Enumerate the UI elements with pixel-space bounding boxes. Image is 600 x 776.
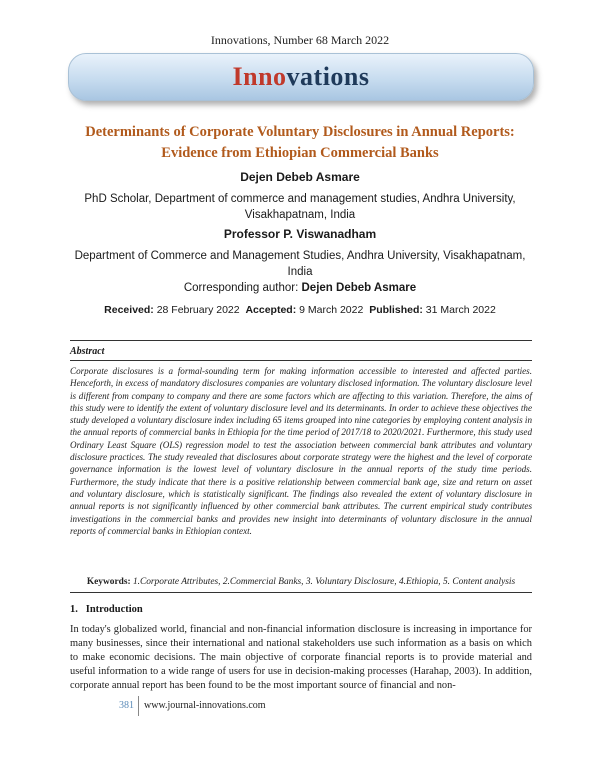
accepted-value: 9 March 2022	[299, 304, 364, 316]
journal-logo-highlight: Inno	[232, 62, 287, 91]
received-label: Received:	[104, 304, 154, 316]
keywords-label: Keywords:	[86, 577, 131, 587]
keywords	[70, 577, 532, 587]
corresponding-author	[60, 282, 540, 294]
affiliation-2-line-1: Department of Commerce and Management Studies, Andhra University, Visakhapatnam,	[74, 250, 526, 262]
abstract-heading: Abstract	[70, 346, 105, 357]
affiliation-1-line-2: Visakhapatnam, India	[244, 209, 356, 221]
affiliation-1-line-1: PhD Scholar, Department of commerce and management studies, Andhra University,	[84, 193, 516, 205]
corresponding-label: Corresponding author:	[183, 282, 299, 294]
paper-title-line-2: Evidence from Ethiopian Commercial Banks	[161, 145, 439, 161]
keywords-divider	[70, 592, 532, 593]
corresponding-name: Dejen Debeb Asmare	[301, 282, 417, 294]
abstract-top-divider	[70, 340, 532, 341]
running-header: Innovations, Number 68 March 2022	[210, 33, 390, 47]
journal-logo-rest: vations	[286, 62, 370, 91]
abstract-body: Corporate disclosures is a formal-sounding term for making information accessible to interested and affected parties. Henceforth, in excess of mandatory disclosures companies are voluntary disclosed information. The voluntary disclosure level is different from company to company and there are some factors which are affecting to this variation. Therefore, the aims of this study were to identify the extent of voluntary disclosure level and its determinants. In order to achieve these objectives the study developed a voluntary disclosure index including 65 items grouped into nine categories by employing content analysis in the annual reports of commercial banks in Ethiopia for the time period of 2017/18 to 2020/2021. Furthermore, this study used Ordinary Least Square (OLS) regression model to test the association between commercial bank attributes and voluntary disclosure practices. The study revealed that disclosures about corporate strategy were the highest and the level of corporate governance information is the lowest level of voluntary disclosure in the annual reports of the study time periods. Furthermore, the study indicate that there is a positive relationship between commercial bank age, size and return on asset and voluntary disclosure, which is statistically significant. The findings also revealed the extent of voluntary disclosure in annual reports is not significantly influenced by other commercial bank attributes. The current empirical study contributes investigations in the commercial banks and provides new insight into determinants of voluntary disclosure in the annual reports of commercial banks in Ethiopian context.	[70, 366, 532, 536]
introduction-body: In today's globalized world, financial and non-financial information disclosure is increasing in importance for many businesses, since their international and national stakeholders use such information as a basis on which to make economic decisions. The main objective of corporate financial reports is to provide material and useful information to a wide range of users for use in decision-making processes (Harahap, 2003). In addition, corporate annual report has been found to be the most important source of financial and non-	[70, 624, 532, 691]
paper-title	[60, 122, 540, 164]
affiliation-2-line-2: India	[287, 266, 313, 278]
keywords-list: 1.Corporate Attributes, 2.Commercial Banks, 3. Voluntary Disclosure, 4.Ethiopia, 5. Content analysis	[132, 577, 516, 587]
author-name-2: Professor P. Viswanadham	[223, 227, 377, 241]
journal-logo-title	[232, 62, 369, 91]
footer-divider	[138, 696, 139, 716]
abstract-heading-divider	[70, 360, 532, 361]
published-value: 31 March 2022	[425, 304, 496, 316]
author-affiliation-1	[70, 191, 530, 223]
journal-banner	[68, 53, 534, 101]
author-affiliation-2	[70, 248, 530, 280]
accepted-label: Accepted:	[245, 304, 297, 316]
author-name-1: Dejen Debeb Asmare	[240, 170, 360, 184]
journal-url: www.journal-innovations.com	[144, 700, 266, 711]
received-value: 28 February 2022	[156, 304, 240, 316]
page-number: 381	[119, 700, 134, 711]
published-label: Published:	[369, 304, 423, 316]
introduction-heading: 1. Introduction	[70, 604, 143, 615]
paper-title-line-1: Determinants of Corporate Voluntary Disclosures in Annual Reports:	[85, 124, 515, 140]
publication-dates	[40, 304, 560, 316]
